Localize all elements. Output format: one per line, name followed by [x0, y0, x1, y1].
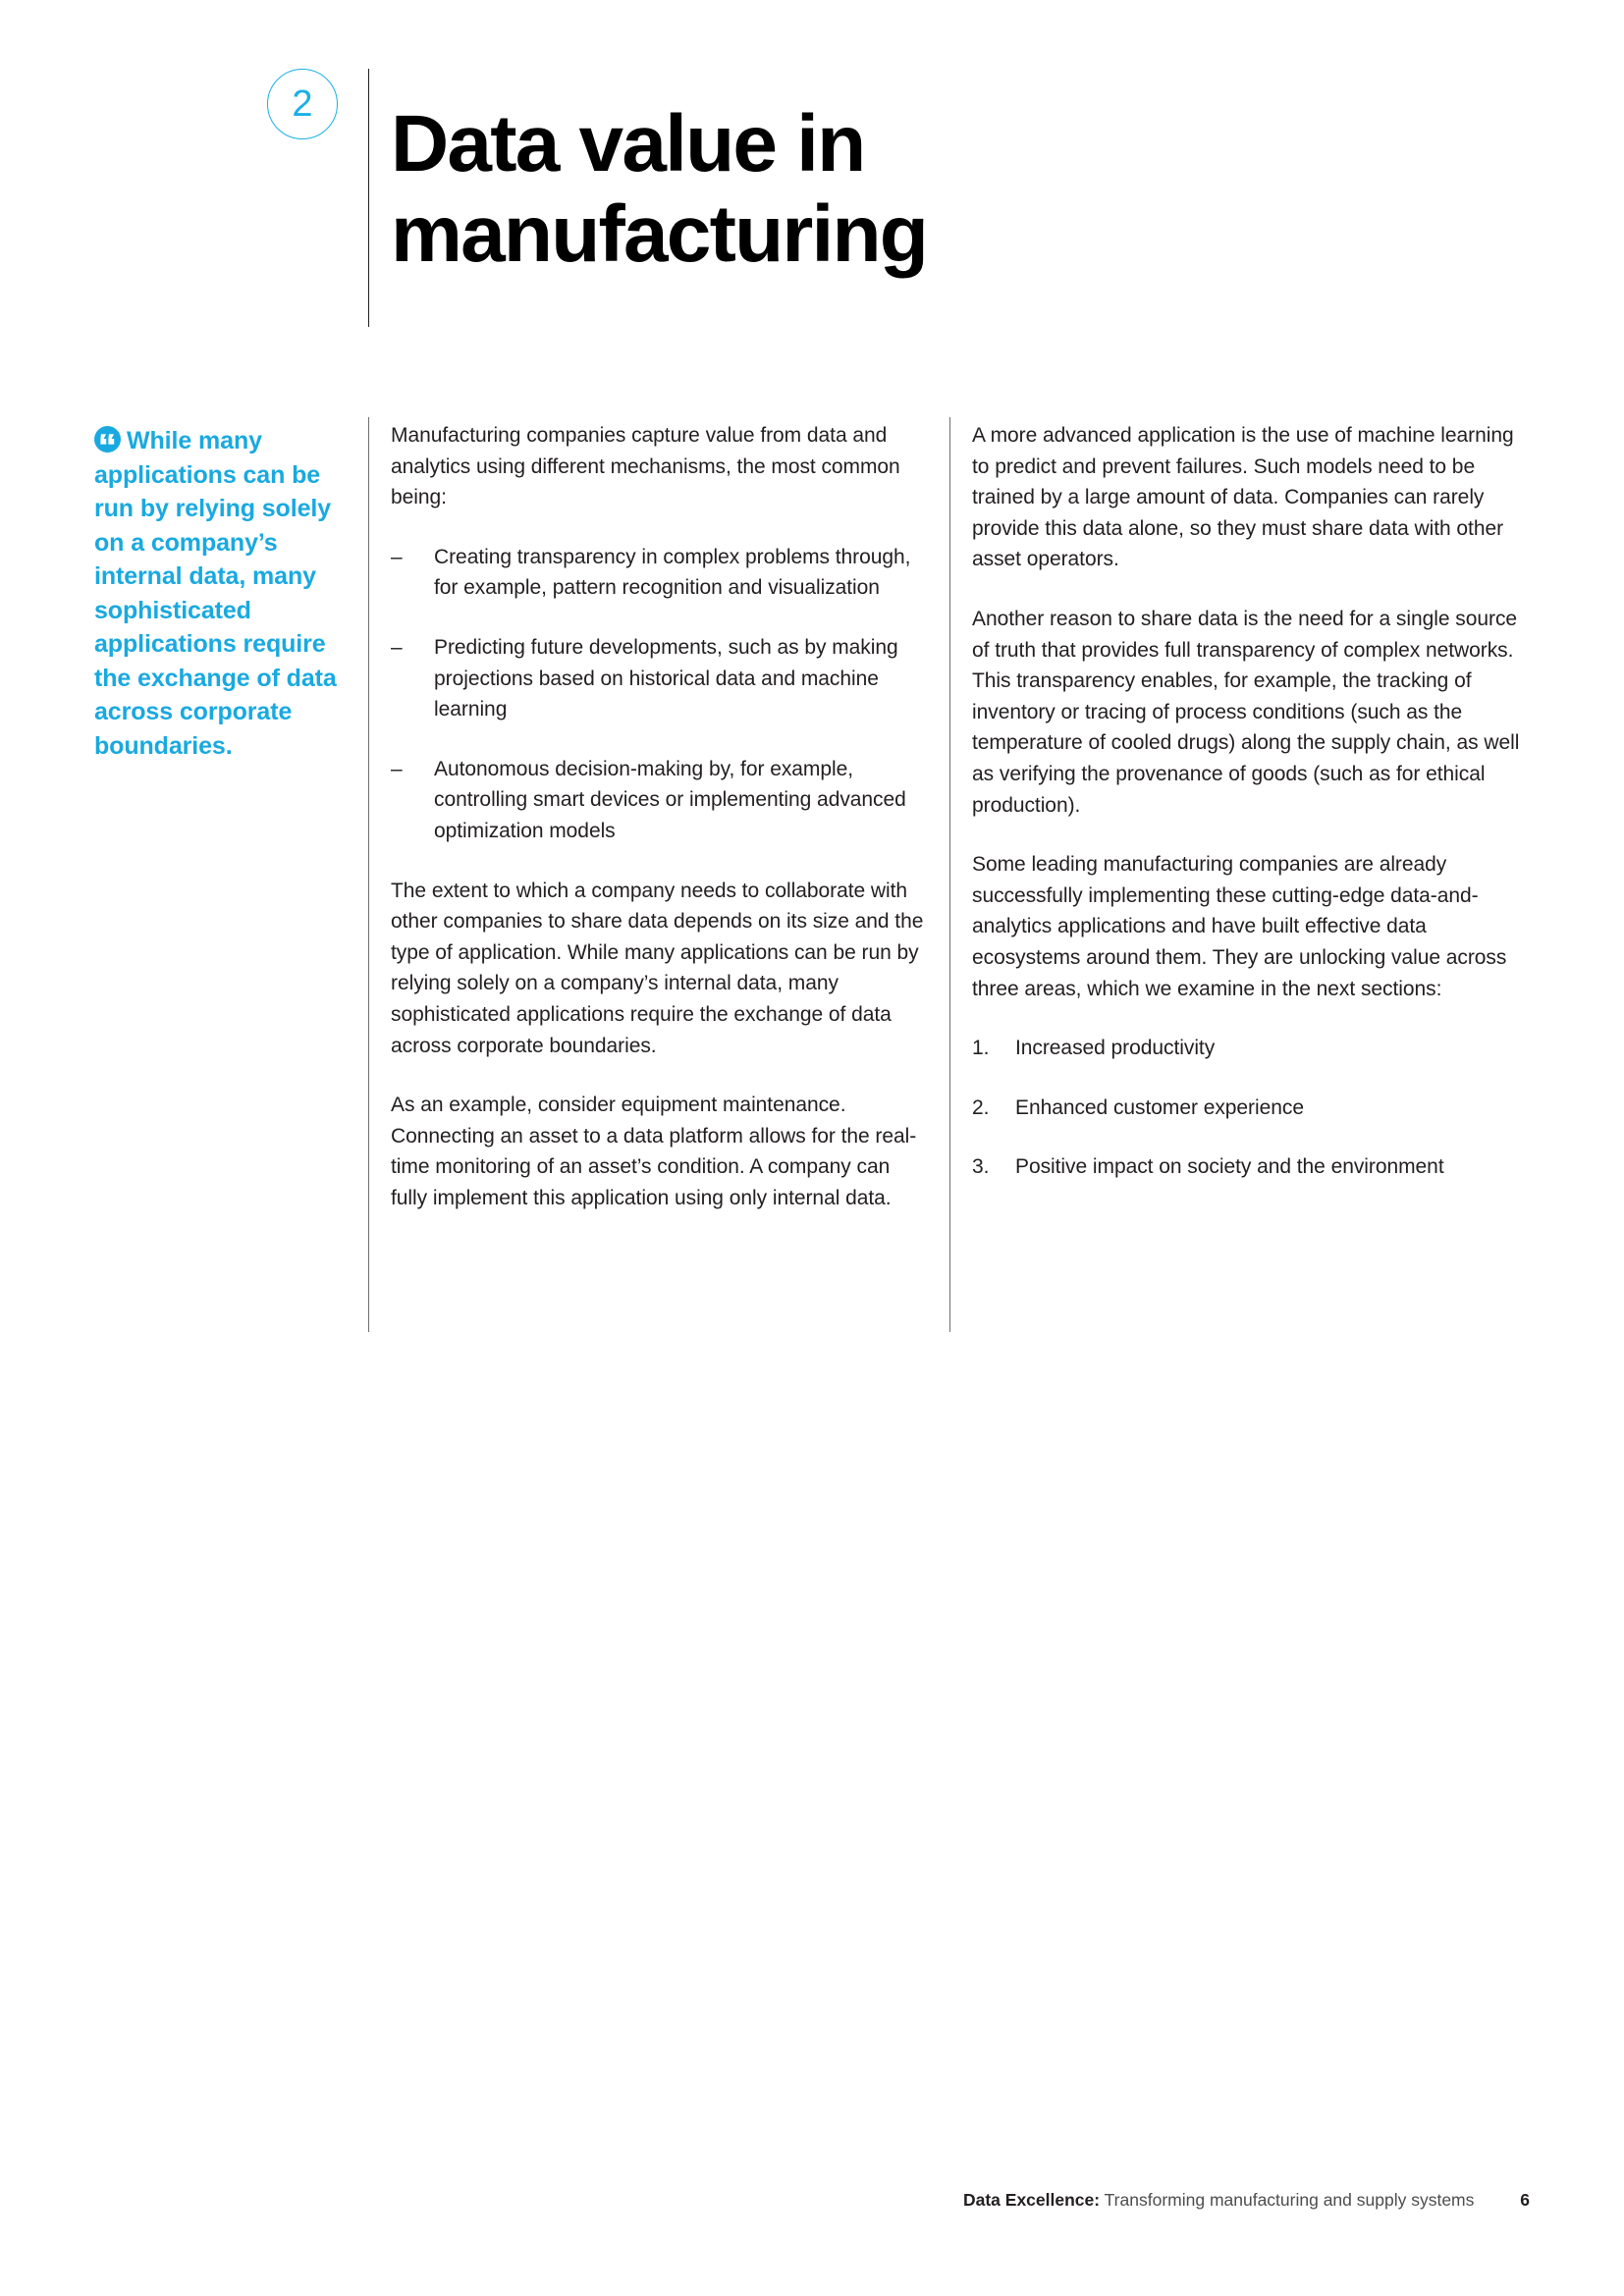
list-item-text: Creating transparency in complex problems through, for example, pattern recognition and visualization — [434, 545, 911, 600]
body-column-left — [391, 420, 926, 1213]
list-item — [972, 1093, 1522, 1124]
value-areas-list — [972, 1033, 1522, 1183]
paragraph-leading-companies: Some leading manufacturing companies are already successfully implementing these cutting-edge data-and-analytics applications and have built effective data ecosystems around them. They are unlocking value across three areas, which we examine in the next sections: — [972, 853, 1507, 1000]
page-footer — [0, 2187, 1624, 2216]
body-column-right — [972, 420, 1522, 1183]
list-item — [391, 754, 926, 847]
page-number: 6 — [1520, 2190, 1530, 2210]
list-item — [972, 1033, 1522, 1064]
page-title-line-2: manufacturing — [391, 188, 928, 279]
paragraph-machine-learning: A more advanced application is the use of machine learning to predict and prevent failures. Such models need to be trained by a large amount of data. Companies can rarely provide this data alone, so they must share data with other asset operators. — [972, 424, 1514, 571]
footer-brand: Data Excellence: — [962, 2190, 1101, 2210]
list-item-text: Increased productivity — [1015, 1037, 1216, 1060]
column-rule-left — [368, 417, 369, 1332]
list-item-text: Positive impact on society and the environment — [1015, 1155, 1444, 1179]
dash-marker: – — [391, 545, 403, 568]
footer-subtitle: Transforming manufacturing and supply systems — [1104, 2190, 1475, 2210]
header-vertical-rule — [368, 69, 369, 327]
mechanisms-list — [391, 542, 926, 847]
list-item — [972, 1151, 1522, 1183]
column-rule-middle — [949, 417, 950, 1332]
dash-marker: – — [391, 635, 403, 659]
list-item — [391, 632, 926, 725]
pull-quote-text: While many applications can be run by relying solely on a company’s internal data, many sophisticated applications require the exchange of data across corporate boundaries. — [94, 427, 337, 760]
paragraph-collaboration: The extent to which a company needs to collaborate with other companies to share data depends on its size and the type of application. While many applications can be run by relying solely on a company’s internal data, many sophisticated applications require the exchange of data across corporate boundaries. — [391, 879, 924, 1057]
chapter-number-badge: 2 — [267, 69, 338, 139]
list-number: 3. — [972, 1155, 990, 1179]
list-number: 1. — [972, 1037, 990, 1060]
list-number: 2. — [972, 1095, 990, 1119]
page-title — [391, 99, 1549, 280]
list-item — [391, 542, 926, 604]
quote-open-icon — [94, 426, 121, 453]
footer-content — [963, 2187, 1530, 2213]
list-item-text: Predicting future developments, such as by making projections based on historical data and machine learning — [434, 635, 898, 721]
paragraph-equipment-maintenance: As an example, consider equipment maintenance. Connecting an asset to a data platform allows for the real-time monitoring of an asset’s condition. A company can fully implement this application using only internal data. — [391, 1094, 917, 1209]
paragraph-intro: Manufacturing companies capture value from data and analytics using different mechanisms, the most common being: — [391, 424, 900, 509]
list-item-text: Enhanced customer experience — [1015, 1095, 1304, 1119]
list-item-text: Autonomous decision-making by, for example, controlling smart devices or implementing advanced optimization models — [434, 757, 906, 842]
pull-quote — [94, 424, 340, 763]
page-title-line-1: Data value in — [391, 98, 865, 188]
dash-marker: – — [391, 757, 403, 780]
paragraph-single-source-of-truth: Another reason to share data is the need for a single source of truth that provides full transparency of complex networks. This transparency enables, for example, the tracking of inventory or tracing of process conditions (such as the temperature of cooled drugs) along the supply chain, as well as verifying the provenance of goods (such as for ethical production). — [972, 607, 1520, 817]
chapter-header — [0, 0, 1624, 324]
